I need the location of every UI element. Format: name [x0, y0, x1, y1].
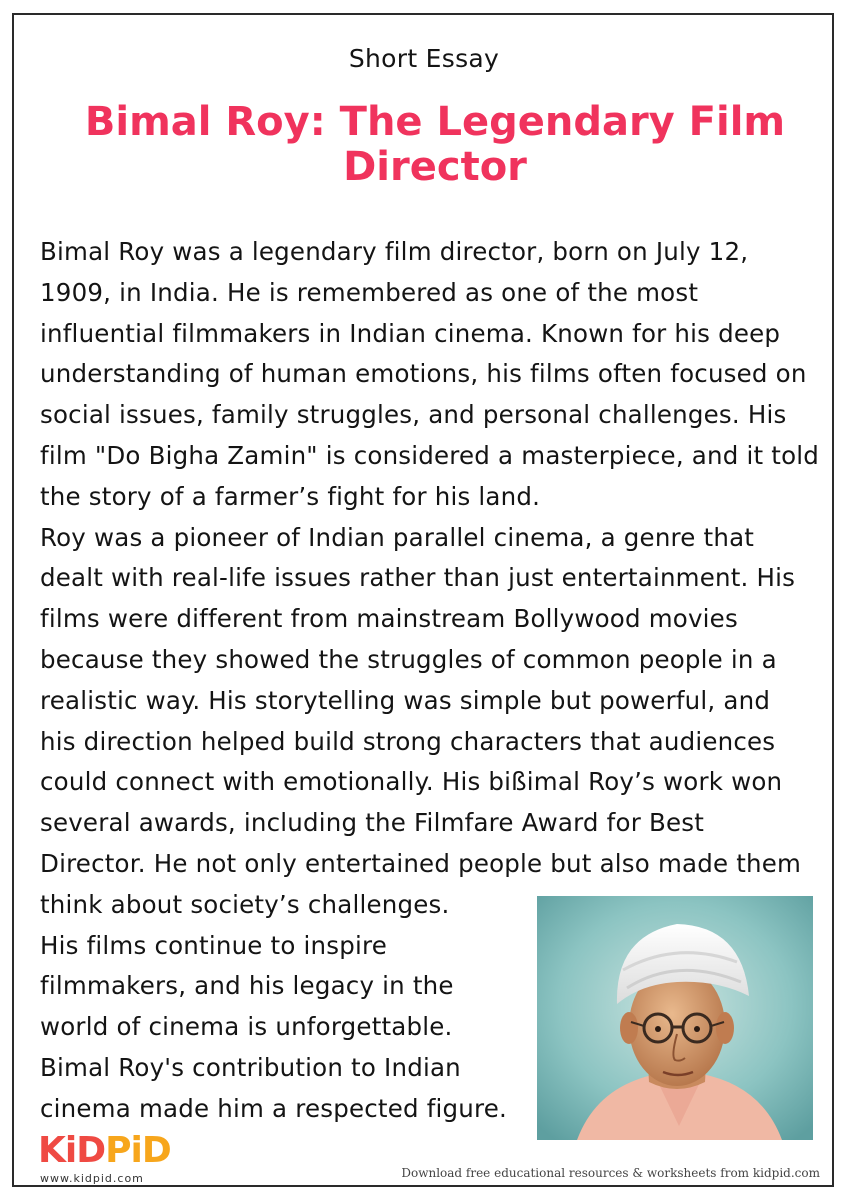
- essay-title: [40, 100, 830, 190]
- essay-type-label: Short Essay: [348, 44, 500, 73]
- essay-line: His films continue to inspire: [40, 930, 388, 960]
- essay-line: think about society’s challenges.: [40, 889, 450, 919]
- kidpid-logo[interactable]: [38, 1130, 171, 1171]
- essay-line: 1909, in India. He is remembered as one of the most: [40, 277, 699, 307]
- essay-line: because they showed the struggles of common people in a: [40, 644, 777, 674]
- portrait-svg: [537, 896, 813, 1140]
- essay-line: Director. He not only entertained people but also made them: [40, 848, 802, 878]
- logo-text-part2: PiD: [105, 1130, 171, 1171]
- essay-line: Bimal Roy was a legendary film director, born on July 12,: [40, 237, 749, 266]
- essay-line: realistic way. His storytelling was simple but powerful, and: [40, 685, 771, 715]
- essay-title-line1: Bimal Roy: The Legendary Film: [84, 99, 786, 145]
- essay-line: understanding of human emotions, his films often focused on: [40, 359, 807, 389]
- essay-line: filmmakers, and his legacy in the: [40, 971, 454, 1001]
- essay-line: his direction helped build strong characters that audiences: [40, 726, 776, 756]
- essay-line: Bimal Roy's contribution to Indian: [40, 1052, 461, 1082]
- footer-note: Download free educational resources & worksheets from kidpid.com: [401, 1166, 820, 1180]
- essay-title-line2: Director: [343, 144, 527, 190]
- logo-text-part1: KiD: [38, 1130, 106, 1171]
- essay-line: social issues, family struggles, and personal challenges. His: [40, 400, 787, 430]
- essay-line: several awards, including the Filmfare Award for Best: [40, 808, 705, 838]
- essay-line: cinema made him a respected figure.: [40, 1093, 508, 1123]
- portrait-illustration: [537, 896, 813, 1140]
- essay-line: dealt with real-life issues rather than just entertainment. His: [40, 563, 796, 593]
- essay-line: films were different from mainstream Bollywood movies: [40, 604, 738, 634]
- essay-line: world of cinema is unforgettable.: [40, 1012, 453, 1042]
- essay-line: the story of a farmer’s fight for his land.: [40, 481, 541, 511]
- essay-line: could connect with emotionally. His bißimal Roy’s work won: [40, 767, 783, 797]
- essay-line: Roy was a pioneer of Indian parallel cinema, a genre that: [40, 522, 755, 552]
- logo-url: www.kidpid.com: [40, 1172, 144, 1185]
- essay-line: film "Do Bigha Zamin" is considered a masterpiece, and it told: [40, 440, 820, 470]
- essay-line: influential filmmakers in Indian cinema. Known for his deep: [40, 318, 781, 348]
